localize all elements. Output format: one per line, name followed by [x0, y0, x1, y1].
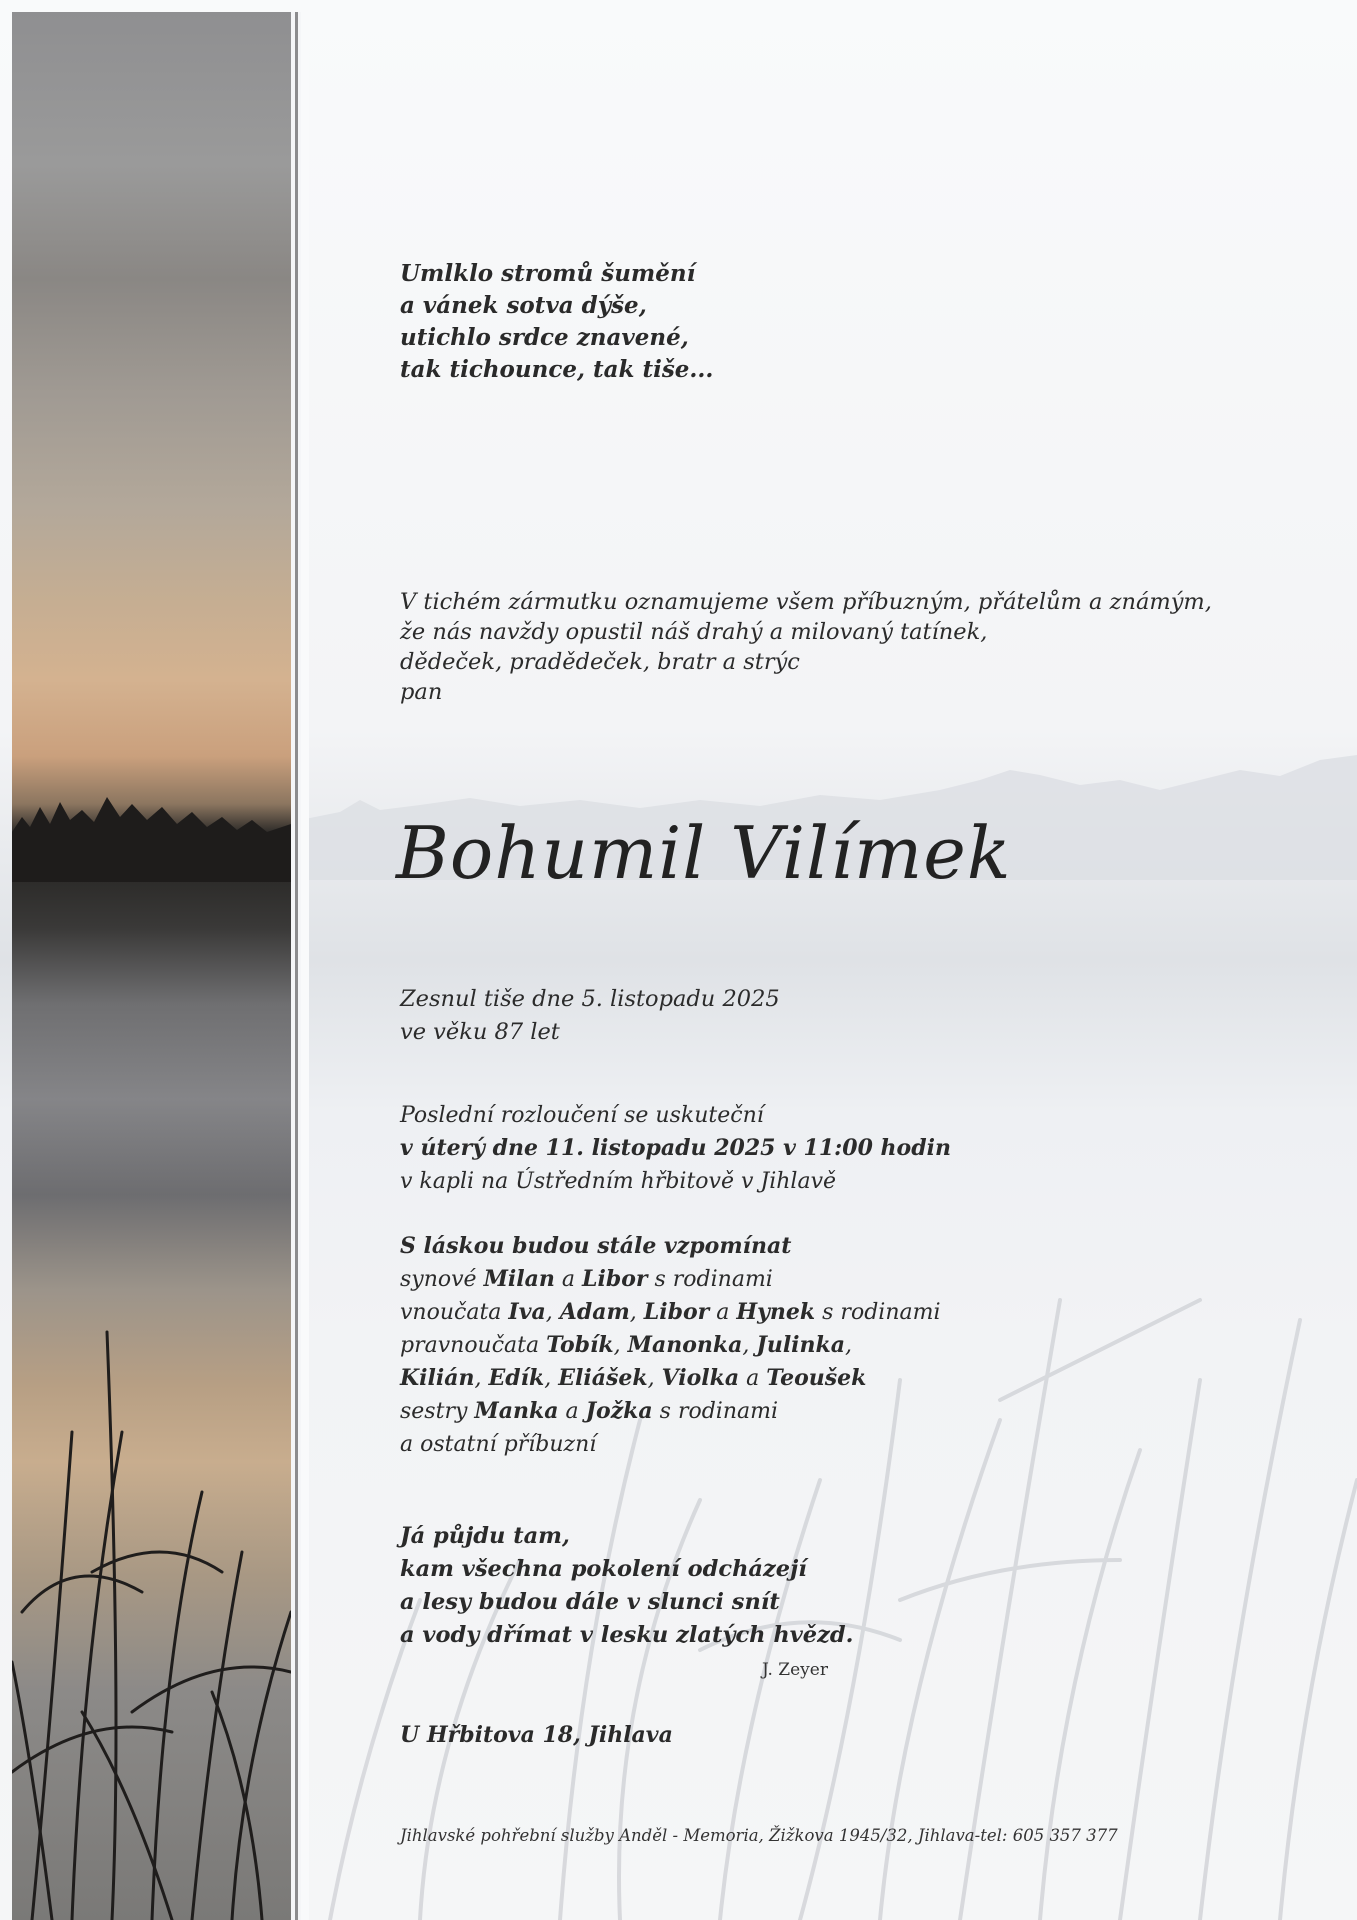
poem-line: tak tichounce, tak tiše... — [400, 356, 714, 383]
family-address: U Hřbitova 18, Jihlava — [400, 1722, 673, 1748]
announcement-line: pan — [400, 679, 443, 705]
opening-poem — [400, 258, 713, 386]
deceased-name: Bohumil Vilímek — [396, 811, 1012, 895]
mourners-great-grandchildren-1: pravnoučata Tobík, Manonka, Julinka, — [400, 1332, 853, 1358]
announcement-text — [400, 587, 1212, 707]
poem-line: utichlo srdce znavené, — [400, 324, 689, 351]
reeds-silhouette — [12, 12, 291, 1920]
funeral-datetime: v úterý dne 11. listopadu 2025 v 11:00 hodin — [400, 1135, 951, 1161]
poem-author: J. Zeyer — [762, 1660, 828, 1680]
poem-line: a lesy budou dále v slunci snít — [400, 1589, 780, 1615]
funeral-service-footer: Jihlavské pohřební služby Anděl - Memoria, Žižkova 1945/32, Jihlava-tel: 605 357 377 — [400, 1826, 1118, 1845]
mourners-heading: S láskou budou stále vzpomínat — [400, 1233, 792, 1259]
closing-poem — [400, 1520, 853, 1652]
divider-white-inner — [301, 12, 309, 1920]
mourners-list — [400, 1230, 941, 1461]
death-age: ve věku 87 let — [400, 1019, 560, 1045]
poem-line: a vánek sotva dýše, — [400, 292, 647, 319]
funeral-intro: Poslední rozloučení se uskuteční — [400, 1103, 764, 1128]
divider-line — [295, 12, 298, 1920]
death-date: Zesnul tiše dne 5. listopadu 2025 — [400, 986, 780, 1012]
mourners-sons: synové Milan a Libor s rodinami — [400, 1266, 773, 1292]
funeral-info — [400, 1099, 951, 1198]
left-photo-strip — [12, 12, 291, 1920]
poem-line: kam všechna pokolení odcházejí — [400, 1556, 807, 1582]
mourners-sisters: sestry Manka a Jožka s rodinami — [400, 1398, 779, 1424]
announcement-line: že nás navždy opustil náš drahý a milovaný tatínek, — [400, 619, 988, 645]
funeral-place: v kapli na Ústředním hřbitově v Jihlavě — [400, 1169, 837, 1194]
announcement-line: dědeček, pradědeček, bratr a strýc — [400, 649, 800, 675]
mourners-grandchildren: vnoučata Iva, Adam, Libor a Hynek s rodinami — [400, 1299, 941, 1325]
announcement-line: V tichém zármutku oznamujeme všem příbuzným, přátelům a známým, — [400, 589, 1212, 615]
mourners-great-grandchildren-2: Kilián, Edík, Eliášek, Violka a Teoušek — [400, 1365, 867, 1391]
poem-line: a vody dřímat v lesku zlatých hvězd. — [400, 1622, 854, 1648]
death-info — [400, 983, 780, 1049]
poem-line: Umlklo stromů šumění — [400, 260, 696, 287]
mourners-others: a ostatní příbuzní — [400, 1432, 597, 1457]
poem-line: Já půjdu tam, — [400, 1523, 570, 1549]
